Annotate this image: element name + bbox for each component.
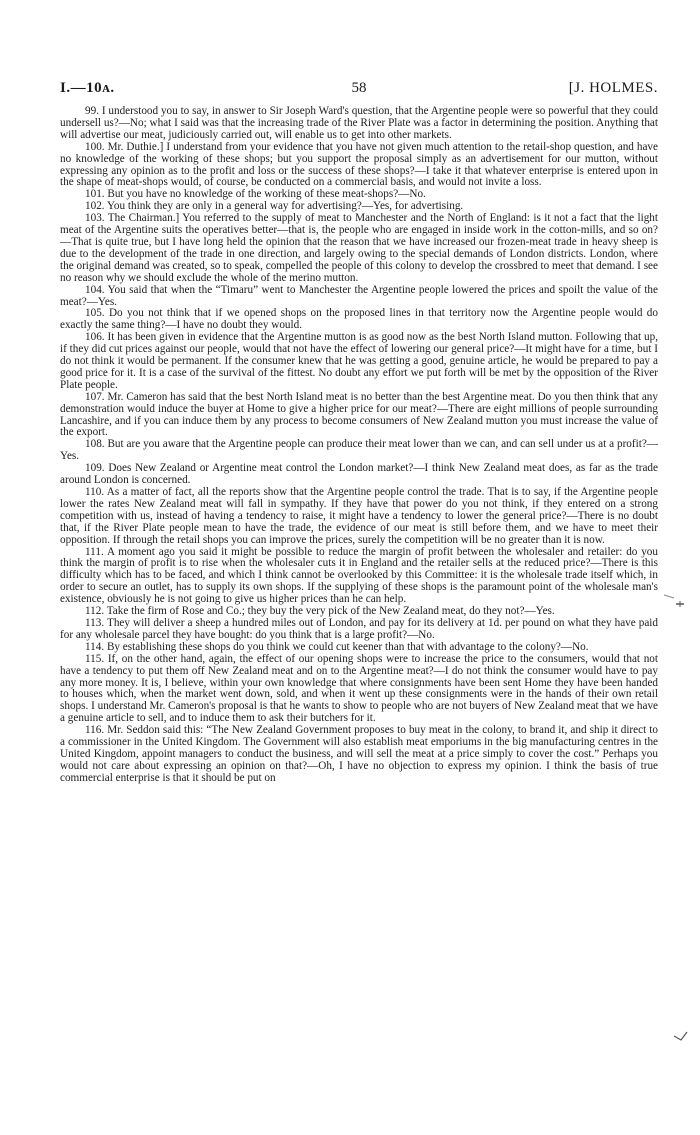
paragraph-101: 101. But you have no knowledge of the working of these meat-shops?—No. — [85, 188, 426, 201]
paragraph-108: 108. But are you aware that the Argentine people can produce their meat lower than we can, and can sell under us at a profit?—Yes. — [60, 438, 658, 463]
paragraph-115: 115. If, on the other hand, again, the effect of our opening shops were to increase the price to the consumers, would that not have a tendency to put them off New Zealand meat and on to the Argentine meat?—I do not think the consumer would have to pay any more money. It is, I believe, within your own knowledge that where consignments have been sent Home they have been handed to houses which, when the market went down, sold, and when it went up these consignments were in the hands of their own retail shops. I understand Mr. Cameron's proposal is that he wants to show to people who are not buyers of New Zealand meat that we have a genuine article to sell, and to induce them to ask their butchers for it. — [60, 652, 658, 725]
paragraph-102: 102. You think they are only in a general way for advertising?—Yes, for advertising. — [85, 200, 464, 213]
paragraph-107: 107. Mr. Cameron has said that the best North Island meat is no better than the best Argentine meat. Do you then think that any demonstration would induce the buyer at Home to give a higher price for our meat?—There are eight millions of people surrounding Lancashire, and if you can induce them by any process to become consumers of New Zealand mutton you must increase the value of the export. — [60, 390, 658, 439]
document-reference: I.—10ᴀ. — [60, 80, 115, 96]
paragraph-114: 114. By establishing these shops do you think we could cut keener than that with advantage to the colony?—No. — [85, 640, 589, 653]
paragraph-112: 112. Take the firm of Rose and Co.; they buy the very pick of the New Zealand meat, do they not?—Yes. — [85, 605, 555, 618]
page-header — [60, 80, 658, 102]
paragraph-111: 111. A moment ago you said it might be possible to reduce the margin of profit between the wholesaler and retailer: do you think the margin of profit is to rise when the wholesaler cuts it in England and the retailer sells at the reduced price?—There is this difficulty which has to be faced, and which I think cannot be overlooked by this Committee: it is the wholesale trade itself which, in order to secure an outlet, has to supply its own shops. If the supplying of these shops is the paramount point of the wholesale man's existence, obviously he is not going to give us higher prices than he can help. — [60, 545, 658, 606]
margin-tick-mark — [662, 592, 686, 610]
witness-name: [J. HOLMES. — [568, 80, 658, 96]
paragraph-104: 104. You said that when the “Timaru” went to Manchester the Argentine people lowered the prices and spoilt the value of the meat?—Yes. — [60, 283, 658, 308]
paragraph-106: 106. It has been given in evidence that the Argentine mutton is as good now as the best North Island mutton. Following that up, if they did cut prices against our people, would that not have the effect of lowering our general price?—It might have for a time, but I do not think it would be permanent. If the consumer knew that he was getting a good, genuine article, he would be prepared to pay a good price for it. It is a case of the survival of the fittest. No doubt any effort we put forth will be met by the opposition of the River Plate people. — [60, 331, 658, 391]
paragraph-105: 105. Do you not think that if we opened shops on the proposed lines in that territory now the Argentine people would do exactly the same thing?—I have no doubt they would. — [60, 307, 658, 332]
page-number: 58 — [351, 80, 367, 96]
margin-tick-mark — [672, 1030, 690, 1046]
paragraph-99: 99. I understood you to say, in answer to Sir Joseph Ward's question, that the Argentine people were so powerful that they could undersell us?—No; what I said was that the increasing trade of the River Plate was a factor in determining the position. Anything that will advertise our meat, judiciously carried out, will enable us to get into other markets. — [60, 105, 658, 141]
paragraph-110: 110. As a matter of fact, all the reports show that the Argentine people control the trade. That is to say, if the Argentine people lower the rates New Zealand meat will fall in sympathy. If they have that power do you not think, if they entered on a strong competition with us, instead of having a tendency to raise, it might have a tendency to lower the general price?—There is no doubt that, if the River Plate people mean to have the trade, the evidence of our meat is still before them, and we have to meet their opposition. If through the retail shops you can improve the prices, surely the competition will be no greater than it is now. — [60, 486, 658, 546]
paragraph-116: 116. Mr. Seddon said this: “The New Zealand Government proposes to buy meat in the colony, to brand it, and ship it direct to a commissioner in the United Kingdom. The Government will also establish meat emporiums in the big manufacturing centres in the United Kingdom, appoint managers to conduct the business, and will sell the meat at a price simply to cover the cost.” Perhaps you would not care about expressing an opinion on that?—Oh, I have no objection to express my opinion. I think the basis of true commercial enterprise is that it should be put on — [60, 724, 658, 784]
paragraph-109: 109. Does New Zealand or Argentine meat control the London market?—I think New Zealand meat does, as far as the trade around London is concerned. — [60, 462, 658, 487]
paragraph-100: 100. Mr. Duthie.] I understand from your evidence that you have not given much attention to the retail-shop question, and have no knowledge of the working of these shops; but you support the proposal simply as an advertisement for our mutton, without expressing any opinion as to the profit and loss or the success of these shops?—I take it that whatever enterprise is entered upon in the shape of meat-shops would, of course, be conducted on a commercial basis, and would not invite a loss. — [60, 140, 658, 189]
paragraph-113: 113. They will deliver a sheep a hundred miles out of London, and pay for its delivery at 1d. per pound on what they have paid for any wholesale parcel they have bought: do you think that is a large profit?—No. — [60, 616, 658, 641]
paragraph-103: 103. The Chairman.] You referred to the supply of meat to Manchester and the North of England: is it not a fact that the light meat of the Argentine suits the operatives better—that is, the people who are engaged in inside work in the cotton-mills, and so on?—That is quite true, but I have long held the opinion that the reason that we have increased our frozen-meat trade in heavy sheep is due to the development of the trade in one direction, and largely owing to the special demands of London districts. London, where the original demand was created, so to speak, compelled the people of this colony to develop the crossbred to meet that demand. I see no reason why we should exclude the whole of the merino mutton. — [60, 212, 658, 284]
document-body — [60, 106, 658, 785]
